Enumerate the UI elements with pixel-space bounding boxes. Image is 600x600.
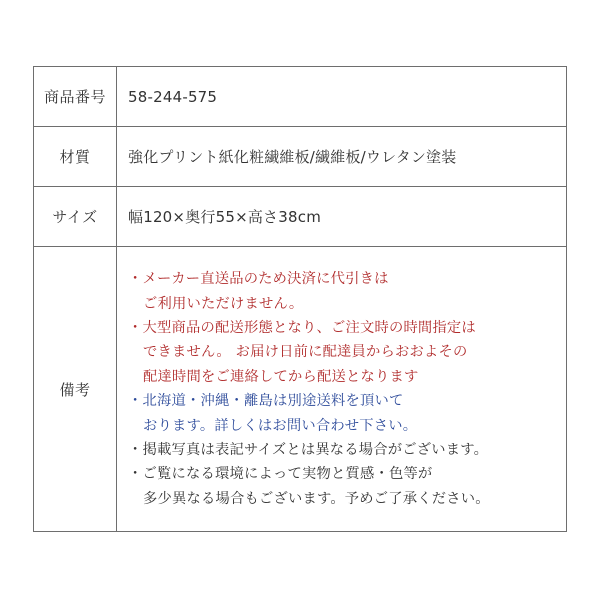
note-line: ・ご覧になる環境によって実物と質感・色等が <box>128 466 433 483</box>
note-item-cod <box>128 267 566 316</box>
notes-cell <box>117 247 567 532</box>
note-line: ご利用いただけません。 <box>143 295 304 312</box>
material-label: 材質 <box>34 127 117 187</box>
note-line: ・掲載写真は表記サイズとは異なる場合がございます。 <box>128 442 489 458</box>
spec-row-material <box>34 127 567 187</box>
note-item-shipping <box>128 389 566 438</box>
notes-label: 備考 <box>34 247 117 532</box>
note-line: ・北海道・沖縄・離島は別途送料を頂いて <box>128 393 404 410</box>
product-number-value: 58-244-575 <box>117 67 567 127</box>
size-value: 幅120×奥行55×高さ38cm <box>117 187 567 247</box>
note-item-photo <box>128 438 566 462</box>
note-line: できません。 お届け日前に配達員からおおよその <box>143 344 468 361</box>
size-label: サイズ <box>34 187 117 247</box>
note-item-delivery <box>128 316 566 389</box>
note-line: ・大型商品の配送形態となり、ご注文時の時間指定は <box>128 319 476 336</box>
note-item-environment <box>128 462 566 511</box>
note-line: 多少異なる場合もございます。予めご了承ください。 <box>143 490 490 507</box>
notes-list <box>128 267 566 511</box>
product-spec-table <box>33 66 567 532</box>
note-line: 配達時間をご連絡してから配送となります <box>143 368 419 385</box>
spec-row-size <box>34 187 567 247</box>
spec-row-product-number <box>34 67 567 127</box>
spec-row-notes <box>34 247 567 532</box>
material-value: 強化プリント紙化粧繊維板/繊維板/ウレタン塗装 <box>117 127 567 187</box>
note-line: おります。詳しくはお問い合わせ下さい。 <box>143 417 418 434</box>
product-number-label: 商品番号 <box>34 67 117 127</box>
note-line: ・メーカー直送品のため決済に代引きは <box>128 271 389 288</box>
